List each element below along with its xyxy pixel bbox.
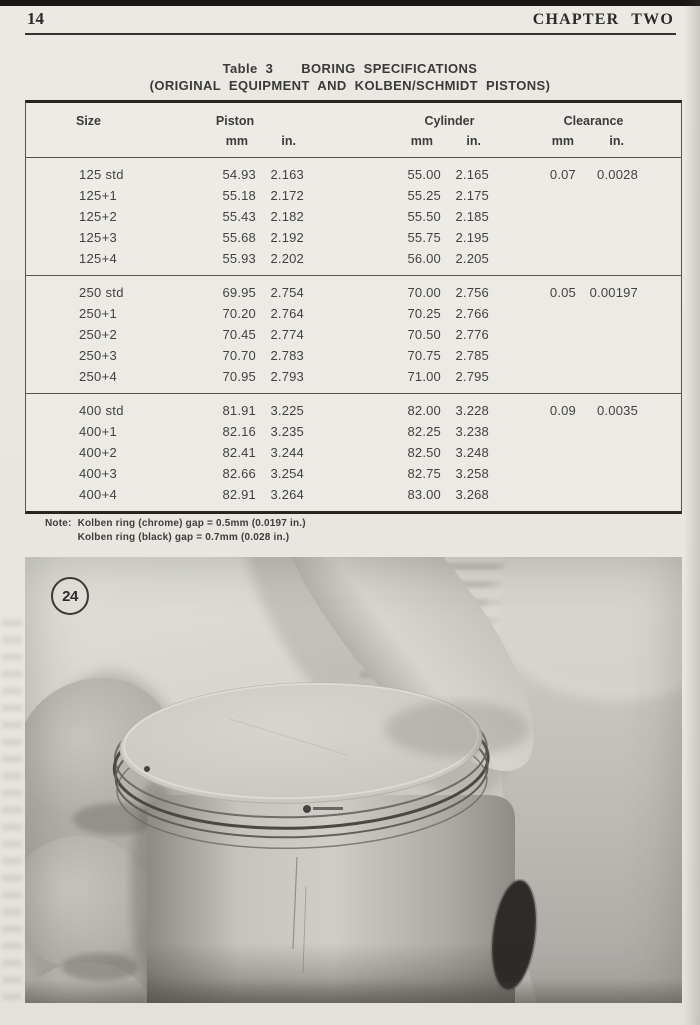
piston-mm-cell: 82.91 xyxy=(222,487,256,502)
clearance-in-cell: 0.0035 xyxy=(597,403,638,418)
cylinder-in-cell: 2.776 xyxy=(455,327,489,342)
cylinder-in-cell: 3.248 xyxy=(455,445,489,460)
table-row xyxy=(26,282,681,303)
clearance-mm-cell xyxy=(489,185,576,206)
clearance-in-cell xyxy=(576,421,638,442)
filler-cell xyxy=(638,303,681,324)
table-group xyxy=(26,393,681,511)
clearance-in-cell: 0.0028 xyxy=(597,167,638,182)
table-row xyxy=(26,366,681,387)
table-group xyxy=(26,275,681,393)
piston-mm-cell: 55.43 xyxy=(222,209,256,224)
clearance-mm-cell xyxy=(489,227,576,248)
table-title-line xyxy=(0,61,700,76)
clearance-mm-cell xyxy=(489,442,576,463)
filler-cell xyxy=(638,442,681,463)
column-header-clearance: Clearance xyxy=(563,114,624,128)
clearance-mm-cell xyxy=(489,345,576,366)
size-cell: 125+1 xyxy=(79,188,118,203)
clearance-in-cell xyxy=(576,303,638,324)
table-label: Table 3 xyxy=(222,61,274,76)
boring-specifications-table xyxy=(25,100,682,514)
piston-mm-cell: 70.70 xyxy=(222,348,256,363)
note-line: Kolben ring (black) gap = 0.7mm (0.028 in.) xyxy=(77,532,290,543)
table-row xyxy=(26,484,681,505)
cylinder-mm-cell: 56.00 xyxy=(407,251,441,266)
table-heading: BORING SPECIFICATIONS xyxy=(301,61,478,76)
figure-number: 24 xyxy=(62,587,78,605)
cylinder-mm-cell: 70.00 xyxy=(407,285,441,300)
clearance-mm-cell: 0.07 xyxy=(549,167,576,182)
clearance-in-cell xyxy=(576,442,638,463)
cylinder-in-cell: 3.258 xyxy=(455,466,489,481)
ring-gap-pin xyxy=(303,805,311,813)
clearance-mm-cell xyxy=(489,463,576,484)
finger-crease xyxy=(62,953,138,981)
figure-number-badge xyxy=(51,577,89,615)
cylinder-mm-cell: 71.00 xyxy=(407,369,441,384)
filler-cell xyxy=(638,164,681,185)
clearance-mm-cell: 0.09 xyxy=(549,403,576,418)
piston-mm-cell: 70.95 xyxy=(222,369,256,384)
cylinder-in-cell: 2.756 xyxy=(455,285,489,300)
table-row xyxy=(26,400,681,421)
note-label: Note: xyxy=(45,518,72,529)
filler-cell xyxy=(638,206,681,227)
cylinder-mm-cell: 55.25 xyxy=(407,188,441,203)
piston-in-cell: 3.235 xyxy=(270,424,304,439)
piston-mm-cell: 82.66 xyxy=(222,466,256,481)
piston-in-cell: 2.202 xyxy=(270,251,304,266)
cylinder-in-cell: 3.268 xyxy=(455,487,489,502)
clearance-in-cell xyxy=(576,227,638,248)
table-group xyxy=(26,158,681,275)
cylinder-in-cell: 2.185 xyxy=(455,209,489,224)
piston-photo-illustration xyxy=(25,557,682,1003)
column-header-cylinder: Cylinder xyxy=(424,114,475,128)
figure-photo-piston xyxy=(25,557,682,1003)
piston-in-cell: 2.182 xyxy=(270,209,304,224)
page-header xyxy=(27,9,674,29)
clearance-in-cell: 0.00197 xyxy=(589,285,638,300)
filler-cell xyxy=(638,366,681,387)
cylinder-in-cell: 2.766 xyxy=(455,306,489,321)
page-number: 14 xyxy=(27,9,44,28)
size-cell: 400+1 xyxy=(79,424,118,439)
size-cell: 400+4 xyxy=(79,487,118,502)
piston-in-cell: 3.254 xyxy=(270,466,304,481)
cylinder-mm-cell: 55.50 xyxy=(407,209,441,224)
cylinder-in-cell: 2.795 xyxy=(455,369,489,384)
clearance-in-cell xyxy=(576,463,638,484)
cylinder-mm-cell: 55.00 xyxy=(407,167,441,182)
piston-in-cell: 2.774 xyxy=(270,327,304,342)
table-row xyxy=(26,164,681,185)
piston-mm-cell: 55.93 xyxy=(222,251,256,266)
table-row xyxy=(26,206,681,227)
clearance-mm-cell: 0.05 xyxy=(549,285,576,300)
note-line: Kolben ring (chrome) gap = 0.5mm (0.0197 in.) xyxy=(77,518,306,529)
clearance-mm-cell xyxy=(489,206,576,227)
piston-mm-cell: 82.16 xyxy=(222,424,256,439)
clearance-in-cell xyxy=(576,206,638,227)
piston-mm-cell: 82.41 xyxy=(222,445,256,460)
unit-header-clearance-in: in. xyxy=(609,134,624,148)
cylinder-in-cell: 2.785 xyxy=(455,348,489,363)
filler-cell xyxy=(638,400,681,421)
cylinder-mm-cell: 70.75 xyxy=(407,348,441,363)
clearance-mm-cell xyxy=(489,366,576,387)
table-row xyxy=(26,442,681,463)
filler-cell xyxy=(638,484,681,505)
cylinder-mm-cell: 82.50 xyxy=(407,445,441,460)
clearance-mm-cell xyxy=(489,484,576,505)
piston-in-cell: 3.244 xyxy=(270,445,304,460)
filler-cell xyxy=(638,463,681,484)
cylinder-mm-cell: 70.50 xyxy=(407,327,441,342)
scan-edge-top xyxy=(0,0,700,6)
piston-in-cell: 2.192 xyxy=(270,230,304,245)
piston-mm-cell: 55.68 xyxy=(222,230,256,245)
cylinder-mm-cell: 55.75 xyxy=(407,230,441,245)
clearance-mm-cell xyxy=(489,324,576,345)
piston-in-cell: 2.783 xyxy=(270,348,304,363)
piston-mm-cell: 69.95 xyxy=(222,285,256,300)
unit-header-piston-in: in. xyxy=(281,134,296,148)
filler-cell xyxy=(638,282,681,303)
piston-mm-cell: 81.91 xyxy=(222,403,256,418)
cylinder-mm-cell: 82.25 xyxy=(407,424,441,439)
clearance-in-cell xyxy=(576,324,638,345)
photo-bottom-shade xyxy=(25,979,682,1003)
size-cell: 125+3 xyxy=(79,230,118,245)
piston-mm-cell: 55.18 xyxy=(222,188,256,203)
cylinder-mm-cell: 83.00 xyxy=(407,487,441,502)
table-row xyxy=(26,248,681,269)
unit-header-piston-mm: mm xyxy=(225,134,248,148)
chapter-title: CHAPTER TWO xyxy=(532,11,674,28)
clearance-in-cell xyxy=(576,345,638,366)
column-header-size: Size xyxy=(76,114,102,128)
piston-in-cell: 2.163 xyxy=(270,167,304,182)
cylinder-in-cell: 3.238 xyxy=(455,424,489,439)
column-header-piston: Piston xyxy=(215,114,255,128)
size-cell: 400+2 xyxy=(79,445,118,460)
size-cell: 400 std xyxy=(79,403,124,418)
unit-header-cylinder-in: in. xyxy=(466,134,481,148)
ring-end xyxy=(313,807,343,810)
size-cell: 250+4 xyxy=(79,369,118,384)
table-row xyxy=(26,185,681,206)
size-cell: 400+3 xyxy=(79,466,118,481)
clearance-mm-cell xyxy=(489,248,576,269)
table-title-block xyxy=(0,61,700,93)
size-cell: 250+2 xyxy=(79,327,118,342)
clearance-in-cell xyxy=(576,248,638,269)
clearance-in-cell xyxy=(576,185,638,206)
cylinder-in-cell: 2.195 xyxy=(455,230,489,245)
filler-cell xyxy=(638,345,681,366)
cylinder-mm-cell: 82.75 xyxy=(407,466,441,481)
table-row xyxy=(26,324,681,345)
size-cell: 125+4 xyxy=(79,251,118,266)
note-lines xyxy=(78,517,306,545)
clearance-in-cell xyxy=(576,484,638,505)
table-row xyxy=(26,345,681,366)
piston-in-cell: 2.754 xyxy=(270,285,304,300)
piston-in-cell: 2.764 xyxy=(270,306,304,321)
scan-edge-right xyxy=(684,0,700,1025)
filler-cell xyxy=(638,185,681,206)
table-row xyxy=(26,227,681,248)
cylinder-in-cell: 3.228 xyxy=(455,403,489,418)
piston-mm-cell: 54.93 xyxy=(222,167,256,182)
table-body xyxy=(26,158,681,511)
clearance-in-cell xyxy=(576,366,638,387)
table-row xyxy=(26,463,681,484)
piston-mm-cell: 70.45 xyxy=(222,327,256,342)
cylinder-in-cell: 2.165 xyxy=(455,167,489,182)
filler-cell xyxy=(638,248,681,269)
clearance-mm-cell xyxy=(489,303,576,324)
unit-header-cylinder-mm: mm xyxy=(410,134,433,148)
thumb-contact-shadow xyxy=(385,701,529,757)
size-cell: 250+1 xyxy=(79,306,118,321)
table-header xyxy=(26,103,681,158)
table-header-row xyxy=(26,114,681,134)
clearance-mm-cell xyxy=(489,421,576,442)
table-row xyxy=(26,303,681,324)
filler-cell xyxy=(638,421,681,442)
cylinder-mm-cell: 70.25 xyxy=(407,306,441,321)
size-cell: 125 std xyxy=(79,167,124,182)
filler-cell xyxy=(638,324,681,345)
table-subtitle: (ORIGINAL EQUIPMENT AND KOLBEN/SCHMIDT PISTONS) xyxy=(149,78,551,93)
table-unit-row xyxy=(26,134,681,157)
unit-header-clearance-mm: mm xyxy=(551,134,574,148)
size-cell: 250 std xyxy=(79,285,124,300)
size-cell: 250+3 xyxy=(79,348,118,363)
ring-gap-pin-left xyxy=(144,766,150,772)
cylinder-in-cell: 2.205 xyxy=(455,251,489,266)
piston-in-cell: 3.225 xyxy=(270,403,304,418)
table-row xyxy=(26,421,681,442)
piston-mm-cell: 70.20 xyxy=(222,306,256,321)
piston-in-cell: 2.172 xyxy=(270,188,304,203)
page-bleed-through-left xyxy=(2,620,22,1010)
piston-in-cell: 3.264 xyxy=(270,487,304,502)
header-rule xyxy=(25,33,676,35)
filler-cell xyxy=(638,227,681,248)
cylinder-in-cell: 2.175 xyxy=(455,188,489,203)
table-note xyxy=(45,517,306,545)
size-cell: 125+2 xyxy=(79,209,118,224)
cylinder-mm-cell: 82.00 xyxy=(407,403,441,418)
piston-in-cell: 2.793 xyxy=(270,369,304,384)
